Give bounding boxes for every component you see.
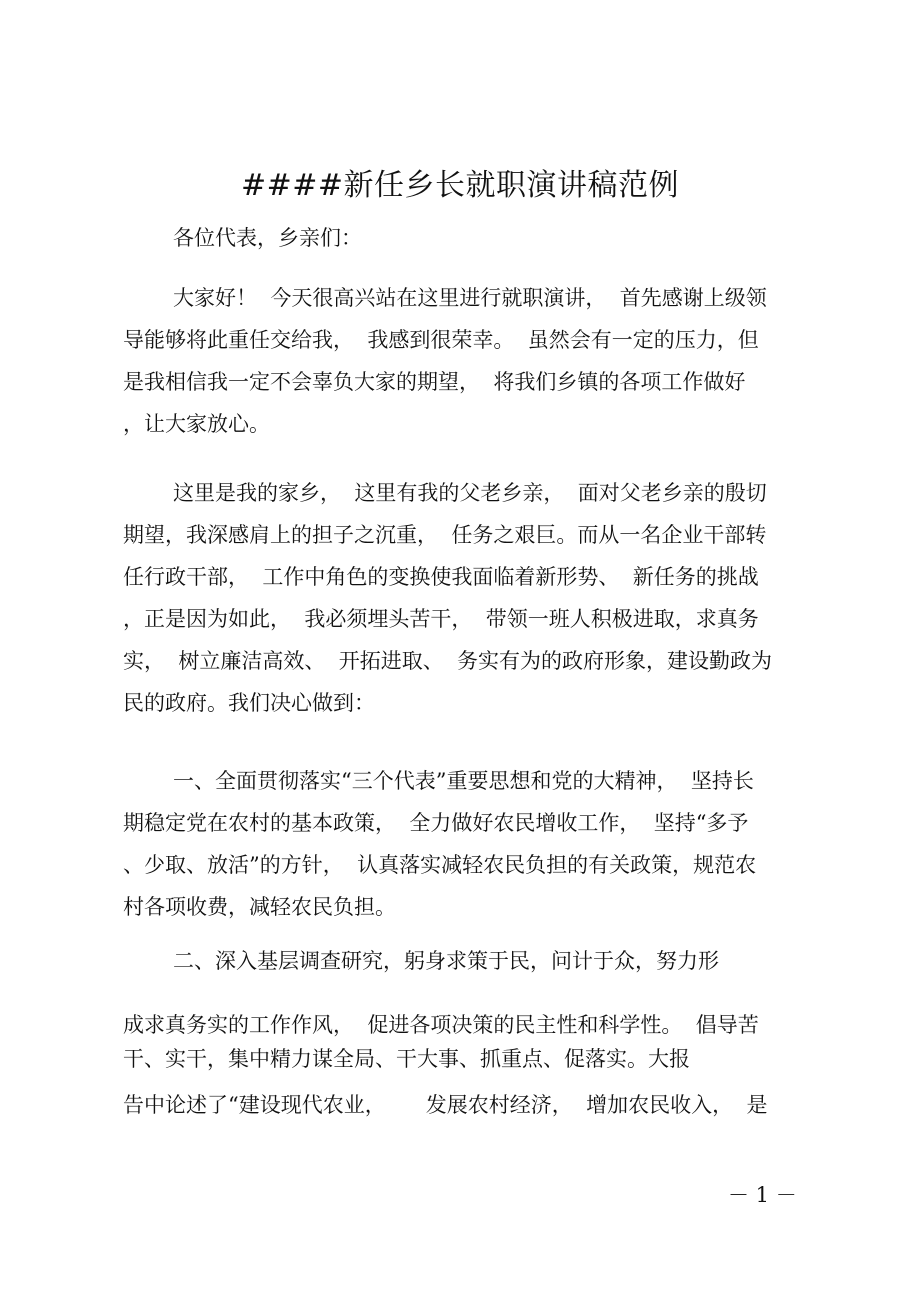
paragraph-line: 一、全面贯彻落实“三个代表”重要思想和党的大精神， 坚持长 [173, 769, 754, 793]
paragraph-line: 成求真务实的工作作风， 促进各项决策的民主性和科学性。 倡导苦 [123, 1013, 759, 1037]
paragraph-line: 干、实干，集中精力谋全局、干大事、抓重点、促落实。大报 [123, 1047, 690, 1071]
paragraph-line: 二、深入基层调查研究，躬身求策于民，问计于众，努力形 [173, 949, 719, 973]
paragraph-line: 任行政干部， 工作中角色的变换使我面临着新形势、 新任务的挑战 [123, 565, 759, 589]
paragraph-line: ，让大家放心。 [123, 412, 270, 436]
paragraph-line: 、少取、放活”的方针， 认真落实减轻农民负担的有关政策，规范农 [123, 853, 757, 877]
document-title: ####新任乡长就职演讲稿范例 [240, 168, 680, 203]
paragraph-line: ，正是因为如此， 我必须埋头苦干， 带领一班人积极进取，求真务 [123, 607, 759, 631]
paragraph-line: 期稳定党在农村的基本政策， 全力做好农民增收工作， 坚持“多予 [123, 811, 749, 835]
paragraph-line: 告中论述了“建设现代农业， 发展农村经济， 增加农民收入， 是 [123, 1093, 768, 1117]
paragraph-line: 是我相信我一定不会辜负大家的期望， 将我们乡镇的各项工作做好 [123, 370, 746, 394]
page-number: － 1 － [728, 1183, 797, 1207]
paragraph-line: 民的政府。我们决心做到： [123, 691, 375, 715]
paragraph-line: 村各项收费，减轻农民负担。 [123, 895, 396, 919]
paragraph-line: 大家好！ 今天很高兴站在这里进行就职演讲， 首先感谢上级领 [173, 286, 767, 310]
paragraph-line: 实， 树立廉洁高效、 开拓进取、 务实有为的政府形象，建设勤政为 [123, 649, 773, 673]
paragraph-line: 期望，我深感肩上的担子之沉重， 任务之艰巨。而从一名企业干部转 [123, 523, 767, 547]
salutation: 各位代表，乡亲们： [173, 226, 362, 250]
paragraph-line: 这里是我的家乡， 这里有我的父老乡亲， 面对父老乡亲的殷切 [173, 481, 767, 505]
paragraph-line: 导能够将此重任交给我， 我感到很荣幸。 虽然会有一定的压力，但 [123, 328, 759, 352]
